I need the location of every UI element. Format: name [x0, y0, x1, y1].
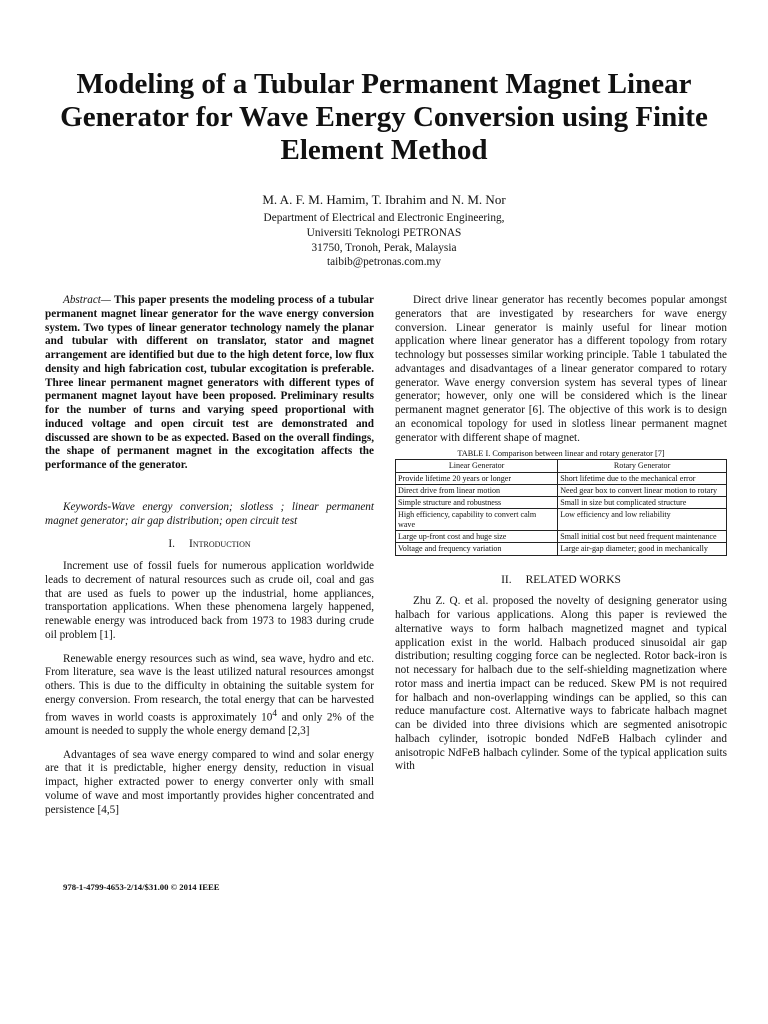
table-cell: Small initial cost but need frequent maintenance: [558, 531, 727, 543]
right-intro-paragraph: Direct drive linear generator has recently becomes popular amongst generators that are investigated by researchers for wave energy conversion. Linear generator is mainly useful for linear motion application where linear generator has a different topology from rotary technology but possesses similar working principle. Table 1 tabulated the advantages and disadvantages of a linear generator compared to rotary generator. Wave energy conversion system has several types of linear generator; however, only one will be considered which is the linear permanent magnet generator [6]. The objective of this work is to design an economical topology for used in slotless linear permanent magnet generator with different shape of magnet.: [395, 294, 727, 444]
intro-paragraph-2: [45, 653, 374, 739]
table-cell: Large air-gap diameter; good in mechanically: [558, 543, 727, 555]
table-header-rotary: Rotary Generator: [558, 460, 727, 472]
copyright-notice: 978-1-4799-4653-2/14/$31.00 © 2014 IEEE: [63, 882, 220, 892]
affiliation-email: taibib@petronas.com.my: [327, 256, 441, 269]
keywords: Keywords-Wave energy conversion; slotless ; linear permanent magnet generator; air gap distribution; open circuit test: [45, 500, 374, 527]
intro-paragraph-3: Advantages of sea wave energy compared to wind and solar energy are that it is predictable, higher energy density, reduction in visual impact, higher extracted power to energy converter only with small volume of wave and most importantly provides higher concentrated and persistence [4,5]: [45, 748, 374, 816]
affiliation-block: [0, 211, 768, 270]
section-title: RELATED WORKS: [525, 573, 621, 586]
right-column: [395, 294, 727, 774]
comparison-table: [395, 459, 727, 555]
table-row: [396, 497, 727, 509]
abstract-text: This paper presents the modeling process of a tubular permanent magnet linear generator for the wave energy conversion system. Two types of linear generator technology namely the planar and tubular with different on translator, stator and magnet arrangement are identified but due to the high detent force, low flux density and high fabrication cost, tubular excogitation is preferable. Three linear permanent magnet generators with different types of permanent magnet layout have been proposed. Preliminary results for the number of turns and varying speed proportional with induced voltage and open circuit test are demonstrated and discussed are shown to be as expected. Based on the overall findings, the shape of permanent magnet in the excogitation affects the performance of the generator.: [45, 294, 374, 471]
table-cell: Provide lifetime 20 years or longer: [396, 472, 558, 484]
table-header-row: [396, 460, 727, 472]
left-column: [45, 294, 374, 817]
intro-paragraph-2-rest: and only 2% of the amount is needed to supply the whole energy demand [2,3]: [45, 711, 374, 737]
table-cell: Large up-front cost and huge size: [396, 531, 558, 543]
table-row: [396, 531, 727, 543]
table-cell: Low efficiency and low reliability: [558, 509, 727, 531]
table-cell: Need gear box to convert linear motion to rotary: [558, 484, 727, 496]
table-cell: Short lifetime due to the mechanical error: [558, 472, 727, 484]
table-row: [396, 509, 727, 531]
related-paragraph-1: Zhu Z. Q. et al. proposed the novelty of designing generator using halbach for various applications. Along this paper is reviewed the alternative ways to form halbach magnetized magnet and typical application exist in the world. Halbach produced sinusoidal air gap distribution; resulting cogging force can be neglected. Rotor back-iron is not necessary for halbach due to the self-shielding magnetization where rotor mass and inertia impact can be reduced. Skew PM is not required for halbach and non-overlapping windings can be applied, so this can reduce manufacture cost. Alternative ways to fabricate halbach magnet can be divided into three divisions which are segmented anisotropic halbach cylinder, isotropic bonded NdFeB Halbach cylinder and anisotropic NdFeB halbach cylinder. Some of the typical application suits with: [395, 595, 727, 773]
table-row: [396, 472, 727, 484]
affiliation-university: Universiti Teknologi PETRONAS: [306, 226, 462, 239]
section-heading-introduction: [45, 538, 374, 552]
table-header-linear: Linear Generator: [396, 460, 558, 472]
section-number: I.: [168, 538, 176, 551]
author-list: M. A. F. M. Hamim, T. Ibrahim and N. M. Nor: [262, 192, 506, 207]
table-cell: Small in size but complicated structure: [558, 497, 727, 509]
abstract: [45, 294, 374, 473]
affiliation-address: 31750, Tronoh, Perak, Malaysia: [311, 241, 457, 254]
table-cell: High efficiency, capability to convert calm wave: [396, 509, 558, 531]
paper-title: Modeling of a Tubular Permanent Magnet Linear Generator for Wave Energy Conversion using Finite Element Method: [60, 68, 708, 166]
intro-paragraph-2-text: Renewable energy resources such as wind, sea wave, hydro and etc. From literature, sea wave is the least utilized natural resources amongst others. This is due to the difficulty in obtaining the suitable system for energy conversion. From research, the total energy that can be harvested from waves in world coasts is approximately 10: [45, 652, 374, 724]
table-caption: TABLE I. Comparison between linear and rotary generator [7]: [457, 449, 665, 459]
table-row: [396, 484, 727, 496]
intro-paragraph-1: Increment use of fossil fuels for numerous application worldwide leads to decrement of natural resources such as crude oil, coal and gas that are used as fuels to power up the industrial, home appliances, transportation applications. When these phenomena largely happened, renewable energy was introduced back from 1973 to 1983 during crude oil problem [1].: [45, 560, 374, 641]
affiliation-department: Department of Electrical and Electronic Engineering,: [263, 212, 505, 224]
table-cell: Simple structure and robustness: [396, 497, 558, 509]
section-number: II.: [501, 573, 512, 586]
table-cell: Voltage and frequency variation: [396, 543, 558, 555]
section-title: Introduction: [189, 538, 251, 551]
section-heading-related-works: [395, 574, 727, 588]
table-cell: Direct drive from linear motion: [396, 484, 558, 496]
abstract-label: Abstract—: [63, 294, 111, 306]
exponent: 4: [272, 708, 278, 719]
table-row: [396, 543, 727, 555]
